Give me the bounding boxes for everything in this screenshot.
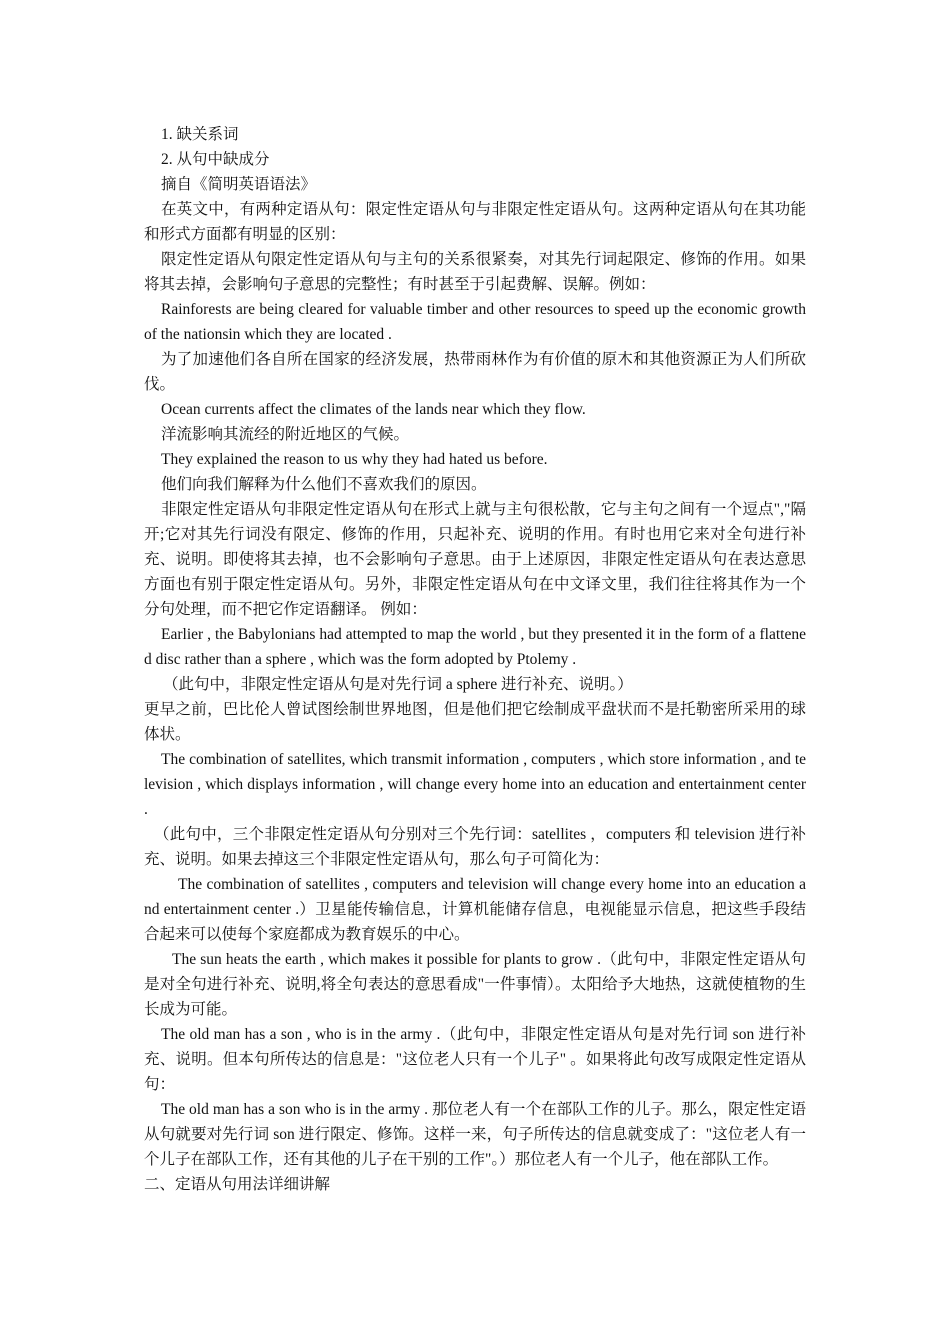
- example-en-5-simplified: The combination of satellites , computers and television will change every home into an education and entertainment center .）卫星能传输信息，计算机能储存信息，电视能显示信息，把这些手段结合起来可以使每个家庭都成为教育娱乐的中心。: [144, 876, 806, 943]
- note-5: （此句中，三个非限定性定语从句分别对三个先行词：satellites ，computers 和 television 进行补充、说明。如果去掉这三个非限定性定语从句，那么句子可简化为：: [144, 826, 806, 868]
- source-note: 摘自《简明英语语法》: [161, 176, 317, 193]
- example-en-1: Rainforests are being cleared for valuable timber and other resources to speed up the economic growth of the nationsin which they are located .: [144, 301, 806, 343]
- example-zh-2: 洋流影响其流经的附近地区的气候。: [161, 426, 410, 443]
- list-item-1: 1. 缺关系词: [161, 126, 239, 143]
- example-en-6: The sun heats the earth , which makes it possible for plants to grow .（此句中，非限定性定语从句是对全句进行补充、说明,将全句表达的意思看成"一件事情）。太阳给予大地热，这就使植物的生长成为可能。: [144, 951, 806, 1018]
- section-heading: 二、定语从句用法详细讲解: [144, 1176, 331, 1193]
- example-en-3: They explained the reason to us why they had hated us before.: [161, 451, 548, 468]
- example-en-8: The old man has a son who is in the army . 那位老人有一个在部队工作的儿子。那么，限定性定语从句就要对先行词 son 进行限定、修饰。这样一来，句子所传达的信息就变成了："这位老人有一个儿子在部队工作，还有其他的儿子在干别的工作"。）那位老人有一个儿子，他在部队工作。: [144, 1101, 806, 1168]
- example-en-7: The old man has a son , who is in the army .（此句中，非限定性定语从句是对先行词 son 进行补充、说明。但本句所传达的信息是："这位老人只有一个儿子" 。如果将此句改写成限定性定语从句：: [144, 1026, 806, 1093]
- example-zh-3: 他们向我们解释为什么他们不喜欢我们的原因。: [161, 476, 487, 493]
- paragraph-intro: 在英文中，有两种定语从句：限定性定语从句与非限定性定语从句。这两种定语从句在其功能和形式方面都有明显的区别：: [144, 201, 806, 243]
- example-zh-4: 更早之前，巴比伦人曾试图绘制世界地图，但是他们把它绘制成平盘状而不是托勒密所采用的球体状。: [144, 701, 806, 743]
- example-en-2: Ocean currents affect the climates of the lands near which they flow.: [161, 401, 586, 418]
- paragraph-restrictive: 限定性定语从句限定性定语从句与主句的关系很紧奏，对其先行词起限定、修饰的作用。如果将其去掉，会影响句子意思的完整性；有时甚至于引起费解、误解。例如：: [144, 251, 806, 293]
- example-en-5: The combination of satellites, which transmit information , computers , which store information , and television , which displays information , will change every home into an education and entertainment center .: [144, 751, 806, 818]
- document-page: [144, 122, 806, 1197]
- example-zh-1: 为了加速他们各自所在国家的经济发展，热带雨林作为有价值的原木和其他资源正为人们所砍伐。: [144, 351, 806, 393]
- paragraph-nonrestrictive: 非限定性定语从句非限定性定语从句在形式上就与主句很松散，它与主句之间有一个逗点","隔开;它对其先行词没有限定、修饰的作用，只起补充、说明的作用。有时也用它来对全句进行补充、说明。即使将其去掉，也不会影响句子意思。由于上述原因，非限定性定语从句在表达意思方面也有别于限定性定语从句。另外，非限定性定语从句在中文译文里，我们往往将其作为一个分句处理，而不把它作定语翻译。 例如：: [144, 501, 806, 618]
- example-en-4: Earlier , the Babylonians had attempted to map the world , but they presented it in the form of a flattened disc rather than a sphere , which was the form adopted by Ptolemy .: [144, 626, 806, 668]
- note-4: （此句中，非限定性定语从句是对先行词 a sphere 进行补充、说明。）: [163, 676, 633, 693]
- list-item-2: 2. 从句中缺成分: [161, 151, 270, 168]
